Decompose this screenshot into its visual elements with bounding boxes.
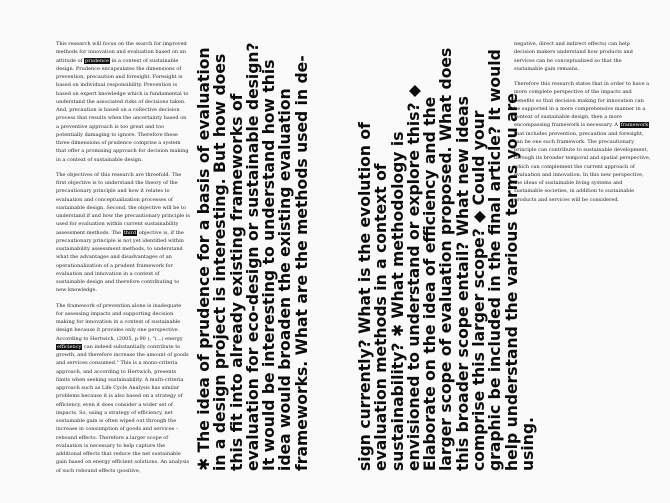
body-text-column-right: [514, 40, 651, 211]
text-segment: can indeed substantially contribute to growth, and therefore increase the amount of goods and services consumed." This is a mono-criteria approach, and according to Hertwich, presents limits when seeking sustainability. A multi-criteria approach such as Life Cycle Analysis has similar problems because it is also based on a strategy of efficiency, even it does consider a wider set of impacts. So, using a strategy of efficiency, net sustainable gain is often wiped out through the increase in consumption of goods and services – rebound effects. Therefore a larger scope of evaluation is necessary to help capture the additional effects that reduce the net sustainable gain based on energy efficient solutions. An analysis of such rebound effects (positive,: [56, 343, 190, 474]
paragraph-rebound: negative, direct and indirect effects) can help decision makers understand how products and services can be conceptualized so that the sustainable gain remains.: [514, 41, 633, 72]
text-segment: The objectives of this research are threefold. The first objective is to understand the theory of the precautionary principle and how it relates to evaluation and conceptualization processes of sustainable design. Second, the objective will be to understand if and how the precautionary principle is used for evaluation within current sustainability assessment methods. The: [56, 171, 190, 236]
highlighted-word-third: third: [123, 229, 137, 236]
paragraph-prevention: [56, 302, 190, 475]
text-segment: objective is, if the precautionary principle is not yet identified within sustainability assessment methods, to understand what the advantages and disadvantages of an operationalization of a prudent framework for evaluation and innovation in a context of sustainable design and therefore contributing to new knowledge.: [56, 229, 184, 294]
text-segment: The framework of prevention alone is inadequate for assessing impacts and supporting decision making for innovation in a context of sustainable design because it provides only one perspective. According to Hertwich, (2005, p.90 ), "(...) energy: [56, 302, 183, 342]
text-segment: Therefore this research states that in order to have a more complete perspective of the impacts and benefits so that decision making for innovation can be supported in a more comprehensive manner in a context of sustainable design, then a more encompassing framework is necessary. A: [514, 81, 650, 129]
rotated-annotation-block-1: ✱ The idea of prudence for a basis of evaluation in a design project is interesting. But how does this fit into already existing frameworks of evaluation for eco-design or sustainable design? It would be interesting to understand how this idea would broaden the existing evaluation frameworks. What are the methods used in de-: [195, 42, 311, 471]
paragraph-intro: [56, 40, 190, 164]
body-text-column-left: [56, 40, 190, 482]
text-segment: that includes prevention, precaution and foresight, can be one such framework. The precautionary principle can contribute to sustainable development, through its broader temporal and spatial perspective, which can complement the current approach of evaluation and innovation. In this new perspective, the ideas of sustainable living systems and sustainable societies, in addition to sustainable products and services will be considered.: [514, 130, 651, 203]
highlighted-word-prudence: prudence: [85, 57, 109, 64]
paragraph-framework: [514, 80, 651, 204]
highlighted-word-framework: framework: [620, 122, 649, 129]
text-segment: in a context of sustainable design. Prudence encapsulates the dimensions of prevention, precaution and foresight. Foresight is based on individual responsibility. Prevention is based on expert knowledge which is fundamental to understand the associated risks of decisions taken. And, precaution is based on a collective decision process that results when the uncertainty based on a preventive approach is too great and too potentially damaging to ignore. Therefore these three dimensions of prudence comprise a system that offer a promising approach for decision making in a context of sustainable design.: [56, 57, 189, 163]
highlighted-word-efficiency: efficiency: [57, 343, 82, 350]
paragraph-objectives: [56, 171, 190, 295]
text-segment: This research will focus on the search for improved methods for innovation and evaluation based on an attitude of: [56, 41, 187, 64]
rotated-annotation-block-2: sign currently? What is the evolution of evaluation methods in a context of sustainability? ✱ What methodology is envisioned to understand or explore this? ◆ Elaborate on the idea of efficiency and the larger scope of evaluation proposed. What does this broader scope entail? What new ideas comprise this larger scope? ◆ Could your graphic be included in the final article? It would help understand the various terms you are using.: [356, 47, 537, 471]
